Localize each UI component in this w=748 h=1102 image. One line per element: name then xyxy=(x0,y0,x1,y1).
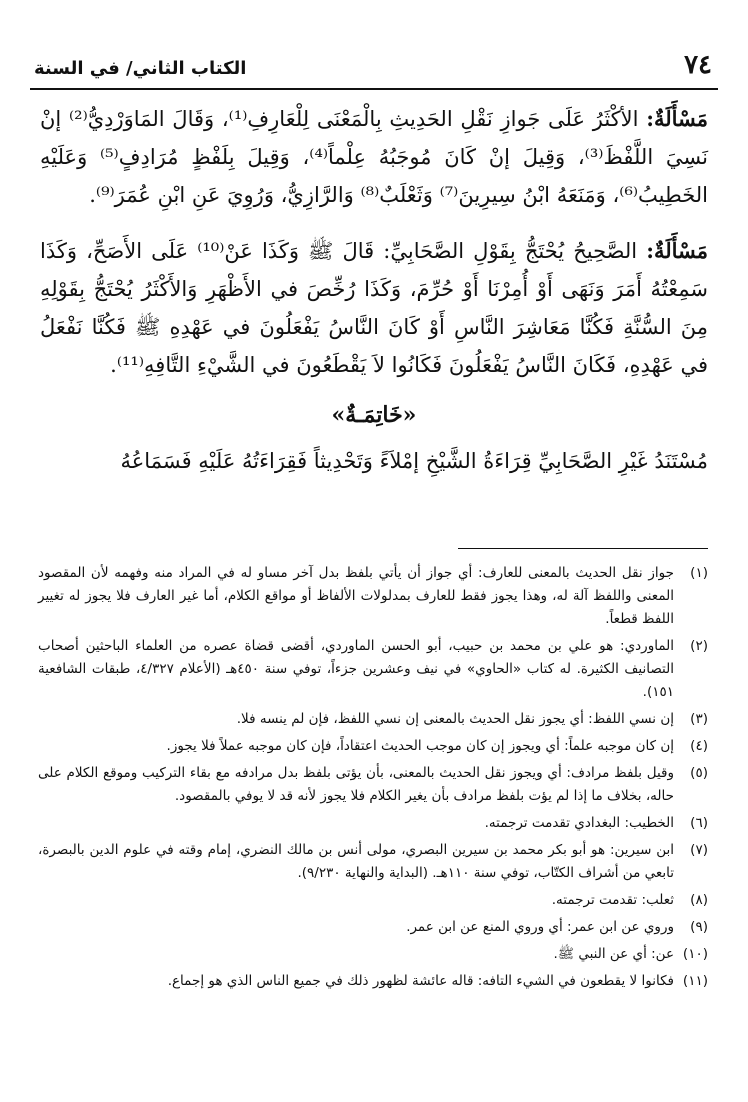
footnote-number: (٣) xyxy=(690,711,708,727)
footnote-text: إن كان موجبه علماً: أي ويجوز إن كان موجب الحديث اعتقاداً، فإن كان موجبه عملاً فلا يجوز. xyxy=(166,738,674,754)
footnotes xyxy=(38,562,708,997)
footnote-text: ثعلب: تقدمت ترجمته. xyxy=(551,892,674,908)
footnote-text: فكانوا لا يقطعون في الشيء التافه: قاله عائشة لظهور ذلك في جميع الناس الذي هو إجماع. xyxy=(167,973,674,989)
section-title: «خَاتِمَـةٌ» xyxy=(331,402,417,428)
paragraph-1-lead: مَسْأَلَةٌ: xyxy=(646,106,709,131)
page-number: ٧٤ xyxy=(684,50,712,80)
footnote-text: ابن سيرين: هو أبو بكر محمد بن سيرين البصري، مولى أنس بن مالك النضري، إمام وقته في علوم الدين بالبصرة، تابعي من أشراف الكتّاب، توفي سنة ١١٠هـ. (البداية والنهاية ٩/٢٣٠). xyxy=(38,842,674,881)
paragraph-3 xyxy=(40,442,708,480)
footnote-number: (٤) xyxy=(690,738,708,754)
paragraph-2-lead: مَسْأَلَةٌ: xyxy=(646,238,708,263)
footnote-text: جواز نقل الحديث بالمعنى للعارف: أي جواز أن يأتي بلفظ بدل آخر مساو له في المراد منه وفهمه لأن المقصود المعنى واللفظ آلة له، وهذا يجوز فقط للعارف بمدلولات الألفاظ أو مواقع الكلام، أما غير العارف فلا يجوز له تغيير اللفظ قطعاً. xyxy=(38,565,674,627)
footnote-number: (١١) xyxy=(682,973,708,989)
footnote-divider xyxy=(458,548,708,549)
footnote-item xyxy=(38,916,708,939)
footnote-item xyxy=(38,562,708,631)
footnote-item xyxy=(38,708,708,731)
footnote-item xyxy=(38,839,708,885)
footnote-number: (٩) xyxy=(690,919,708,935)
footnote-number: (٥) xyxy=(690,765,708,781)
footnote-number: (١) xyxy=(690,565,708,581)
footnote-text: الخطيب: البغدادي تقدمت ترجمته. xyxy=(484,815,674,831)
footnote-number: (٦) xyxy=(690,815,708,831)
footnote-text: وروي عن ابن عمر: أي وروي المنع عن ابن عمر. xyxy=(406,919,674,935)
paragraph-2-text: الصَّحِيحُ يُحْتَجُّ بِقَوْلِ الصَّحَابِيِّ: قَالَ ﷺ وَكَذَا عَنْ⁽¹⁰⁾ عَلَى الأَصَحِّ، وَكَذَا سَمِعْتُهُ أَمَرَ وَنَهَى أَوْ أُمِرْنَا أَوْ حُرِّمَ، وَكَذَا رُخِّصَ في الأَظْهَرِ وَالأَكْثَرُ يُحْتَجُّ بِقَوْلِهِ مِنَ السُّنَّةِ فَكُنَّا مَعَاشِرَ النَّاسِ أَوْ كَانَ النَّاسُ يَفْعَلُونَ في عَهْدِهِ ﷺ فَكُنَّا نَفْعَلُ في عَهْدِهِ، فَكَانَ النَّاسُ يَفْعَلُونَ فَكَانُوا لاَ يَقْطَعُونَ في الشَّيْءِ التَّافِهِ⁽¹¹⁾. xyxy=(40,239,708,377)
footnote-item xyxy=(38,812,708,835)
running-title: الكتاب الثاني/ في السنة xyxy=(34,58,247,79)
footnote-item xyxy=(38,635,708,704)
footnote-item xyxy=(38,735,708,758)
footnote-item xyxy=(38,970,708,993)
footnote-number: (٨) xyxy=(690,892,708,908)
footnote-text: وقيل بلفظ مرادف: أي ويجوز نقل الحديث بالمعنى، بأن يؤتى بلفظ بدل مرادفه مع بقاء التركيب وموقع الكلام على حاله، بخلاف ما إذا لم يؤت بلفظ مرادف بأن يغير الكلام فلا يجوز لأنه قد لا يوفي بالمقصود. xyxy=(38,765,674,804)
page-header xyxy=(30,48,718,90)
footnote-text: عن: أي عن النبي ﷺ. xyxy=(553,946,674,962)
footnote-item xyxy=(38,943,708,966)
paragraph-2 xyxy=(40,232,708,384)
footnote-number: (٧) xyxy=(690,842,708,858)
paragraph-1-text: الأكْثَرُ عَلَى جَوازِ نَقْلِ الحَدِيثِ بِالْمَعْنَى لِلْعَارِفِ⁽¹⁾، وَقَالَ المَاوَرْدِيُّ⁽²⁾ إنْ نَسِيَ اللَّفْظَ⁽³⁾، وَقِيلَ إنْ كَانَ مُوجَبُهُ عِلْماً⁽⁴⁾، وَقِيلَ بِلَفْظٍ مُرَادِفٍ⁽⁵⁾ وَعَلَيْهِ الخَطِيبُ⁽⁶⁾، وَمَنَعَهُ ابْنُ سِيرِينَ⁽⁷⁾ وَثَعْلَبٌ⁽⁸⁾ وَالرَّازِيُّ، وَرُوِيَ عَنِ ابْنِ عُمَرَ⁽⁹⁾. xyxy=(40,107,708,207)
paragraph-3-text: مُسْتَنَدُ غَيْرِ الصَّحَابِيِّ قِرَاءَةُ الشَّيْخِ إمْلاَءً وَتَحْدِيثاً فَقِرَاءَتُهُ عَلَيْهِ فَسَمَاعُهُ xyxy=(120,449,708,473)
paragraph-1 xyxy=(40,100,708,214)
footnote-text: الماوردي: هو علي بن محمد بن حبيب، أبو الحسن الماوردي، أقضى قضاة عصره من العلماء الباحثين أصحاب التصانيف الكثيرة. له كتاب «الحاوي» في نيف وعشرين جزءاً، توفي سنة ٤٥٠هـ (الأعلام ٤/٣٢٧، طبقات الشافعية ١٥١). xyxy=(38,638,674,700)
footnote-item xyxy=(38,762,708,808)
footnote-text: إن نسي اللفظ: أي يجوز نقل الحديث بالمعنى إن نسي اللفظ، فإن لم ينسه فلا. xyxy=(236,711,674,727)
main-text xyxy=(40,100,708,480)
footnote-item xyxy=(38,889,708,912)
footnote-number: (١٠) xyxy=(682,946,708,962)
footnote-number: (٢) xyxy=(690,638,708,654)
